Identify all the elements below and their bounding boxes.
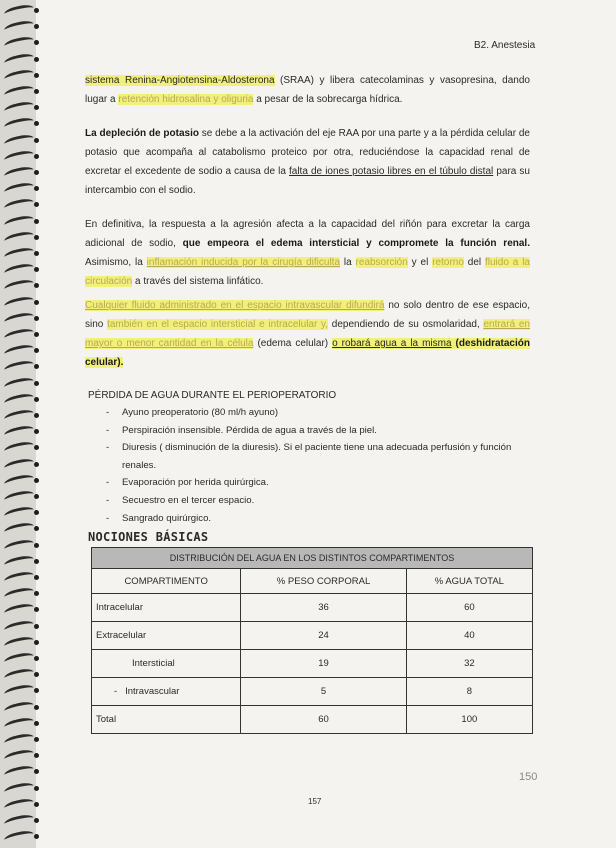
spiral-coil: [3, 3, 34, 19]
spiral-coil: [3, 278, 34, 294]
spiral-coil: [3, 376, 34, 392]
spiral-coil: [3, 35, 34, 51]
spiral-coil: [3, 311, 34, 327]
highlight-inflamacion: inflamación inducida por la cirugía dificulta: [146, 257, 341, 268]
text: no solo dentro de ese espacio, sino: [85, 300, 530, 330]
spiral-coil: [3, 84, 34, 100]
spiral-coil: [3, 392, 34, 408]
highlight-reabsorcion: reabsorción: [355, 257, 408, 268]
spiral-coil: [3, 635, 34, 651]
spiral-coil: [3, 52, 34, 68]
spiral-coil: [3, 748, 34, 764]
binding-hole: [34, 786, 39, 791]
table-cell: 60: [406, 594, 532, 622]
binding-hole: [34, 462, 39, 467]
highlight-tambien: también en el espacio intersticial e intracelular y,: [107, 319, 329, 330]
binding-hole: [34, 219, 39, 224]
binding-hole: [34, 283, 39, 288]
spiral-coil: [3, 829, 34, 845]
spiral-coil: [3, 68, 34, 84]
spiral-coil: [3, 716, 34, 732]
binding-hole: [34, 170, 39, 175]
text: dependiendo de su osmolaridad,: [328, 319, 484, 330]
binding-hole: [34, 300, 39, 305]
binding-hole: [34, 186, 39, 191]
binding-hole: [34, 543, 39, 548]
binding-hole: [34, 348, 39, 353]
binding-hole: [34, 834, 39, 839]
underlined-text: falta de iones potasio libres en el túbulo distal: [289, 166, 494, 177]
binding-hole: [34, 624, 39, 629]
spiral-coil: [3, 586, 34, 602]
binding-hole: [34, 769, 39, 774]
binding-hole: [34, 154, 39, 159]
bold-term: La depleción de potasio: [85, 128, 199, 139]
text: la: [340, 257, 356, 268]
text: (SRAA) y libera catecolaminas y vasopresina, dando lugar a: [85, 75, 530, 105]
table-row: [92, 678, 533, 706]
list-item: - Secuestro en el tercer espacio.: [100, 492, 540, 510]
table-cell: 5: [241, 678, 406, 706]
spiral-coil: [3, 489, 34, 505]
spiral-coil: [3, 683, 34, 699]
spiral-coil: [3, 473, 34, 489]
table-cell: Total: [92, 706, 241, 734]
binding-hole: [34, 138, 39, 143]
binding-hole: [34, 445, 39, 450]
binding-hole: [34, 591, 39, 596]
table-cell: 32: [406, 650, 532, 678]
section-title-perdida: PÉRDIDA DE AGUA DURANTE EL PERIOPERATORIO: [88, 390, 337, 401]
loss-list: [100, 404, 540, 527]
binding-hole: [34, 575, 39, 580]
spiral-coil: [3, 700, 34, 716]
binding-hole: [34, 105, 39, 110]
spiral-coil: [3, 408, 34, 424]
table-cell: 8: [406, 678, 532, 706]
binding-hole: [34, 607, 39, 612]
spiral-coil: [3, 424, 34, 440]
highlight-fluido: fluido a la circulación: [85, 257, 530, 287]
spiral-coil: [3, 781, 34, 797]
binding-hole: [34, 73, 39, 78]
text: del: [463, 257, 485, 268]
list-item: - Perspiración insensible. Pérdida de agua a través de la piel.: [100, 422, 540, 440]
binding-hole: [34, 89, 39, 94]
binding-hole: [34, 202, 39, 207]
binding-hole: [34, 818, 39, 823]
table-cell: Extracelular: [92, 622, 241, 650]
page-number-handwritten: 150: [519, 771, 538, 783]
table-row: [92, 706, 533, 734]
spiral-coil: [3, 667, 34, 683]
page-header: B2. Anestesia: [474, 40, 536, 51]
spiral-coil: [3, 100, 34, 116]
spiral-coil: [3, 732, 34, 748]
text: Asimismo, la: [85, 257, 147, 268]
spiral-coil: [3, 797, 34, 813]
spiral-coil: [3, 19, 34, 35]
binding-hole: [34, 802, 39, 807]
table-header: % PESO CORPORAL: [241, 569, 406, 594]
text: y el: [407, 257, 433, 268]
table-row: [92, 594, 533, 622]
page-number: 157: [308, 797, 322, 806]
spiral-coil: [3, 343, 34, 359]
paragraph-4: [85, 296, 530, 372]
spiral-coil: [3, 327, 34, 343]
table-header: % AGUA TOTAL: [406, 569, 532, 594]
table-row: [92, 622, 533, 650]
spiral-coil: [3, 262, 34, 278]
text: se debe a la activación del eje RAA por una parte y a la pérdida celular de potasio que acompaña al catabolismo proteico por otra, reduciéndose la capacidad renal de excretar el excedente de sodio a causa de la: [85, 128, 530, 177]
binding-hole: [34, 705, 39, 710]
binding-hole: [34, 526, 39, 531]
paragraph-1: [85, 71, 530, 109]
binding-hole: [34, 478, 39, 483]
spiral-coil: [3, 165, 34, 181]
list-item: - Diuresis ( disminución de la diuresis). Si el paciente tiene una adecuada perfusión y función renales.: [100, 439, 540, 474]
binding-hole: [34, 24, 39, 29]
binding-hole: [34, 413, 39, 418]
binding-hole: [34, 672, 39, 677]
highlight-deshidratacion: (deshidratación celular).: [85, 338, 530, 368]
table-caption: DISTRIBUCIÓN DEL AGUA EN LOS DISTINTOS COMPARTIMENTOS: [92, 548, 533, 569]
bold-term: que empeora el edema intersticial y compromete la función renal.: [182, 238, 530, 249]
table-cell: 24: [241, 622, 406, 650]
binding-hole: [34, 397, 39, 402]
table-row: [92, 650, 533, 678]
spiral-coil: [3, 116, 34, 132]
text: En definitiva, la respuesta a la agresión afecta a la capacidad del riñón para excretar la carga adicional de sodio,: [85, 219, 530, 249]
spiral-coil: [3, 457, 34, 473]
highlight-cualquier: Cualquier fluido administrado en el espacio intravascular difundirá: [85, 300, 385, 311]
binding-hole: [34, 640, 39, 645]
binding-hole: [34, 267, 39, 272]
text: a pesar de la sobrecarga hídrica.: [253, 94, 403, 105]
binding-hole: [34, 8, 39, 13]
binding-hole: [34, 656, 39, 661]
list-item: - Ayuno preoperatorio (80 ml/h ayuno): [100, 404, 540, 422]
spiral-coil: [3, 197, 34, 213]
binding-hole: [34, 57, 39, 62]
spiral-coil: [3, 619, 34, 635]
binding-hole: [34, 753, 39, 758]
binding-hole: [34, 510, 39, 515]
spiral-coil: [3, 521, 34, 537]
table-cell: 19: [241, 650, 406, 678]
spiral-coil: [3, 440, 34, 456]
paragraph-3: [85, 215, 530, 291]
spiral-coil: [3, 359, 34, 375]
binding-hole: [34, 688, 39, 693]
list-item: - Sangrado quirúrgico.: [100, 510, 540, 528]
table-cell: 36: [241, 594, 406, 622]
water-distribution-table: [91, 547, 533, 734]
spiral-coil: [3, 149, 34, 165]
binding-hole: [34, 121, 39, 126]
binding-hole: [34, 559, 39, 564]
binding-hole: [34, 316, 39, 321]
nociones-title: NOCIONES BÁSICAS: [88, 530, 209, 544]
spiral-coil: [3, 554, 34, 570]
paragraph-2: [85, 124, 530, 200]
spiral-coil: [3, 133, 34, 149]
table-header: COMPARTIMENTO: [92, 569, 241, 594]
spiral-coil: [3, 538, 34, 554]
binding-hole: [34, 332, 39, 337]
table-cell: 40: [406, 622, 532, 650]
spiral-coil: [3, 764, 34, 780]
binding-hole: [34, 429, 39, 434]
binding-hole: [34, 737, 39, 742]
binding-hole: [34, 40, 39, 45]
binding-hole: [34, 721, 39, 726]
highlight-sraa: sistema Renina-Angiotensina-Aldosterona: [85, 75, 275, 86]
spiral-coil: [3, 214, 34, 230]
text: a través del sistema linfático.: [132, 276, 264, 287]
highlight-robara: o robará agua a la misma: [332, 338, 452, 349]
binding-hole: [34, 364, 39, 369]
spiral-coil: [3, 246, 34, 262]
table-cell: Intracelular: [92, 594, 241, 622]
spiral-coil: [3, 813, 34, 829]
highlight-retorno: retorno: [432, 257, 464, 268]
binding-hole: [34, 494, 39, 499]
binding-hole: [34, 381, 39, 386]
list-item: - Evaporación por herida quirúrgica.: [100, 474, 540, 492]
table-cell: 60: [241, 706, 406, 734]
spiral-coil: [3, 181, 34, 197]
spiral-coil: [3, 295, 34, 311]
spiral-coil: [3, 570, 34, 586]
table-cell: 100: [406, 706, 532, 734]
binding-hole: [34, 251, 39, 256]
text: para su intercambio con el sodio.: [85, 166, 530, 196]
text: (edema celular): [253, 338, 333, 349]
spiral-coil: [3, 230, 34, 246]
highlight-entrara: entrará en mayor o menor cantidad en la célula: [85, 319, 530, 349]
binding-hole: [34, 235, 39, 240]
spiral-coil: [3, 505, 34, 521]
spiral-coil: [3, 602, 34, 618]
highlight-retencion: retención hidrosalina y oliguria: [118, 94, 254, 105]
spiral-coil: [3, 651, 34, 667]
table-cell: Intersticial: [92, 650, 241, 678]
spiral-binding: [0, 0, 40, 848]
table-cell: - Intravascular: [92, 678, 241, 706]
